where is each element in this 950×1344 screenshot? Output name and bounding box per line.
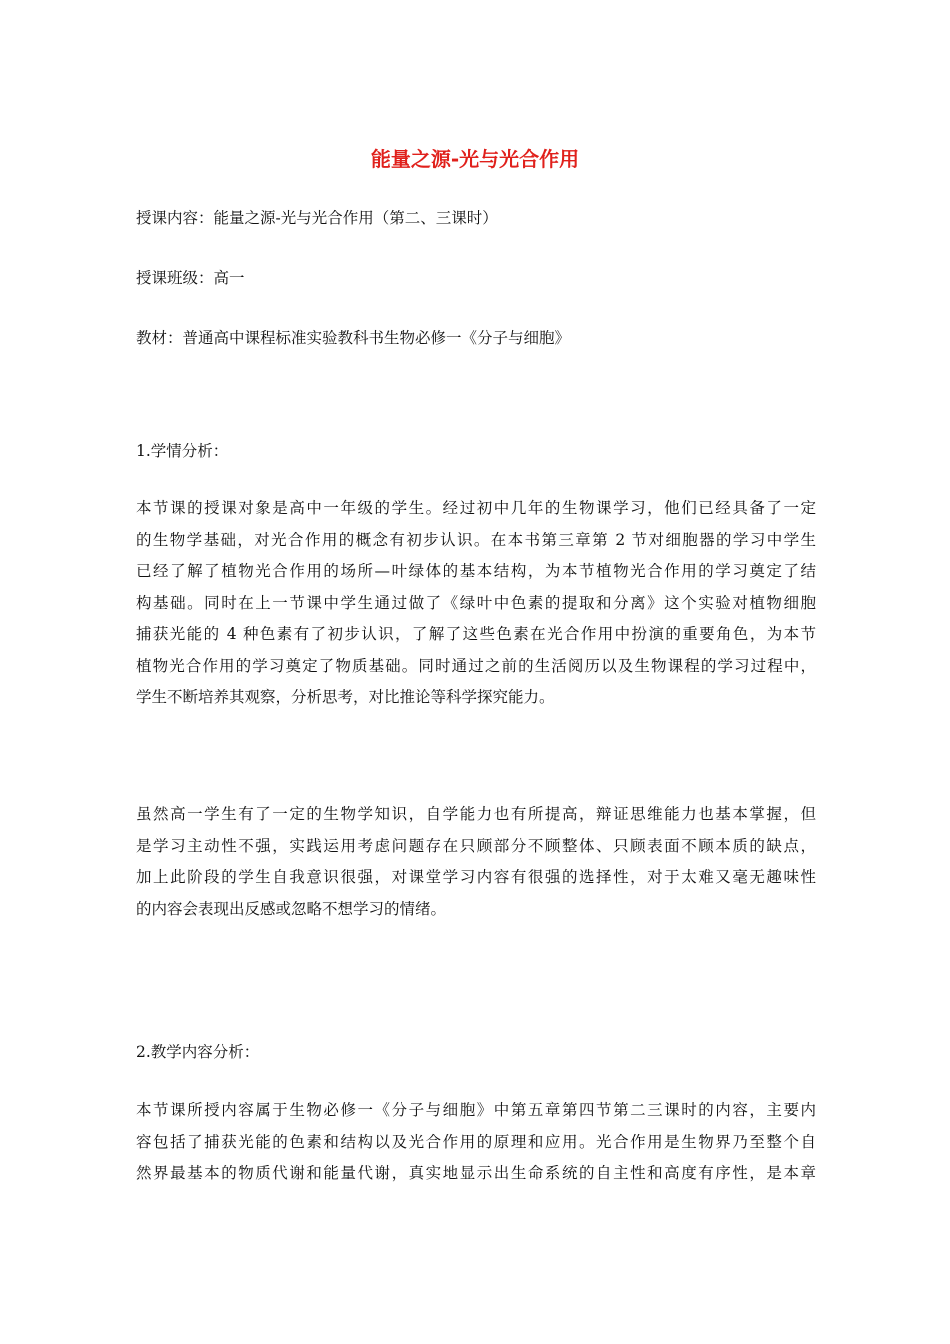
paragraph-line: 捕获光能的 4 种色素有了初步认识，了解了这些色素在光合作用中扮演的重要角色，为本节	[136, 625, 816, 643]
paragraph-line: 本节课的授课对象是高中一年级的学生。经过初中几年的生物课学习，他们已经具备了一定	[136, 499, 816, 517]
paragraph-line: 已经了解了植物光合作用的场所—叶绿体的基本结构，为本节植物光合作用的学习奠定了结	[136, 562, 816, 580]
paragraph-line: 学生不断培养其观察，分析思考，对比推论等科学探究能力。	[136, 688, 555, 706]
paragraph-learner-analysis-2	[136, 802, 816, 928]
textbook-line: 教材：普通高中课程标准实验教科书生物必修一《分子与细胞》	[136, 329, 571, 347]
section-heading-content-analysis: 2.教学内容分析：	[136, 1043, 260, 1061]
paragraph-line: 然界最基本的物质代谢和能量代谢，真实地显示出生命系统的自主性和高度有序性，是本章	[136, 1164, 816, 1182]
paragraph-line: 加上此阶段的学生自我意识很强，对课堂学习内容有很强的选择性，对于太难又毫无趣味性	[136, 868, 816, 886]
paragraph-line: 虽然高一学生有了一定的生物学知识，自学能力也有所提高，辩证思维能力也基本掌握，但	[136, 805, 816, 823]
document-title: 能量之源-光与光合作用	[370, 147, 580, 171]
paragraph-line: 的内容会表现出反感或忽略不想学习的情绪。	[136, 899, 447, 918]
paragraph-line: 本节课所授内容属于生物必修一《分子与细胞》中第五章第四节第二三课时的内容，主要内	[136, 1101, 816, 1119]
lesson-content-line: 授课内容：能量之源-光与光合作用（第二、三课时）	[136, 209, 498, 227]
paragraph-line: 是学习主动性不强，实践运用考虑问题存在只顾部分不顾整体、只顾表面不顾本质的缺点，	[136, 836, 816, 855]
lesson-class-line: 授课班级：高一	[136, 269, 245, 287]
paragraph-line: 容包括了捕获光能的色素和结构以及光合作用的原理和应用。光合作用是生物界乃至整个自	[136, 1132, 816, 1151]
paragraph-line: 植物光合作用的学习奠定了物质基础。同时通过之前的生活阅历以及生物课程的学习过程中，	[136, 656, 816, 675]
paragraph-learner-analysis-1	[136, 496, 816, 717]
paragraph-line: 构基础。同时在上一节课中学生通过做了《绿叶中色素的提取和分离》这个实验对植物细胞	[136, 593, 816, 612]
paragraph-content-analysis-1	[136, 1098, 816, 1193]
paragraph-line: 的生物学基础，对光合作用的概念有初步认识。在本书第三章第 2 节对细胞器的学习中学生	[136, 530, 816, 549]
section-heading-learner-analysis: 1.学情分析：	[136, 442, 229, 460]
